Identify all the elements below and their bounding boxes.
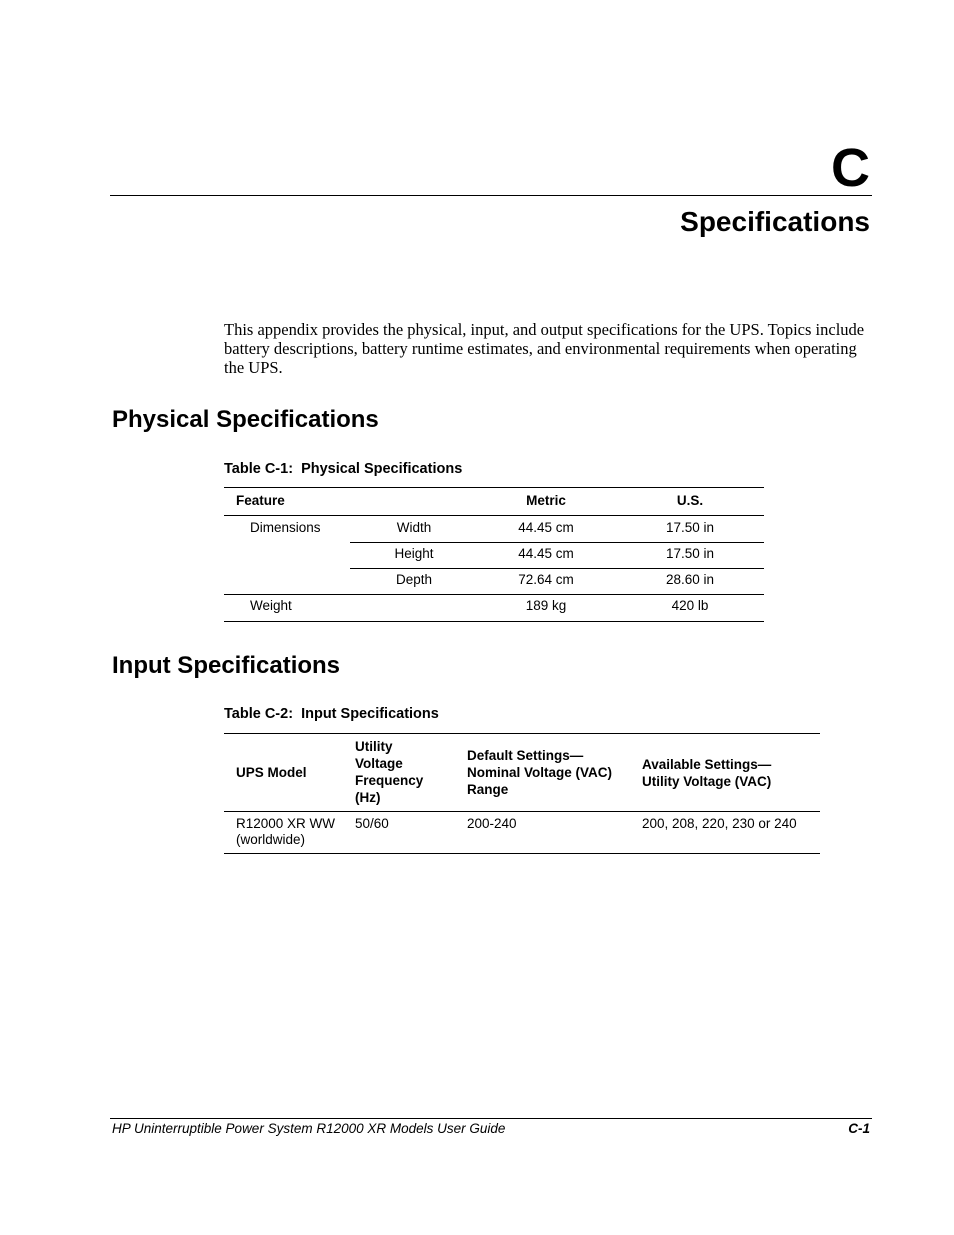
input-specifications-heading: Input Specifications	[112, 652, 341, 679]
header-line: Voltage	[355, 756, 403, 771]
header-rule	[224, 811, 820, 812]
header-line: Default Settings—	[467, 748, 584, 763]
footer-page-number: C-1	[848, 1121, 870, 1136]
cell-dimension: Width	[396, 520, 432, 535]
physical-specifications-table	[224, 487, 764, 619]
header-metric: Metric	[526, 493, 566, 508]
table-bottom-rule	[224, 853, 820, 854]
cell-us: 28.60 in	[665, 572, 715, 587]
header-line: Range	[467, 782, 509, 797]
cell-dimension: Depth	[395, 572, 433, 587]
table-c2-caption: Table C-2: Input Specifications	[224, 706, 439, 722]
cell-feature: Dimensions	[250, 520, 321, 535]
cell-feature: Weight	[250, 598, 292, 613]
cell-dimension: Height	[394, 546, 434, 561]
cell-available-settings: 200, 208, 220, 230 or 240	[642, 816, 797, 831]
cell-metric: 189 kg	[525, 598, 567, 613]
header-available-settings	[642, 756, 771, 790]
chapter-rule	[110, 195, 872, 196]
cell-metric: 44.45 cm	[518, 546, 574, 561]
table-row	[224, 515, 764, 541]
header-utility-frequency	[355, 738, 423, 806]
header-line: (Hz)	[355, 790, 381, 805]
table-bottom-rule	[224, 621, 764, 622]
header-ups-model: UPS Model	[236, 765, 307, 780]
chapter-title: Specifications	[680, 206, 870, 237]
table-row	[224, 567, 764, 593]
header-line: Frequency	[355, 773, 424, 788]
intro-paragraph: This appendix provides the physical, input, and output specifications for the UPS. Topics include battery descriptions, battery runtime estimates, and environmental requirements when operating the UPS.	[224, 320, 865, 377]
cell-us: 17.50 in	[665, 520, 715, 535]
table-row	[224, 541, 764, 567]
cell-us: 420 lb	[671, 598, 709, 613]
chapter-letter: C	[831, 138, 870, 198]
cell-frequency: 50/60	[355, 816, 389, 831]
header-us: U.S.	[676, 493, 704, 508]
header-line: Utility	[355, 739, 393, 754]
cell-line: R12000 XR WW	[236, 816, 336, 831]
cell-metric: 44.45 cm	[518, 520, 574, 535]
table-c1-caption: Table C-1: Physical Specifications	[224, 461, 463, 477]
cell-ups-model	[236, 816, 335, 848]
cell-default-range: 200-240	[467, 816, 517, 831]
footer-document-title: HP Uninterruptible Power System R12000 XR Models User Guide	[112, 1121, 506, 1136]
header-feature: Feature	[236, 493, 285, 508]
table-row	[224, 593, 764, 619]
cell-dimension	[364, 593, 464, 619]
cell-metric: 72.64 cm	[518, 572, 574, 587]
table-header-row	[224, 487, 764, 515]
footer-rule	[110, 1118, 872, 1119]
header-line: Utility Voltage (VAC)	[642, 774, 772, 789]
header-line: Nominal Voltage (VAC)	[467, 765, 613, 780]
table-top-rule	[224, 733, 820, 734]
header-default-settings	[467, 747, 612, 798]
cell-line: (worldwide)	[236, 832, 306, 847]
physical-specifications-heading: Physical Specifications	[112, 406, 379, 433]
cell-us: 17.50 in	[665, 546, 715, 561]
header-line: Available Settings—	[642, 757, 772, 772]
